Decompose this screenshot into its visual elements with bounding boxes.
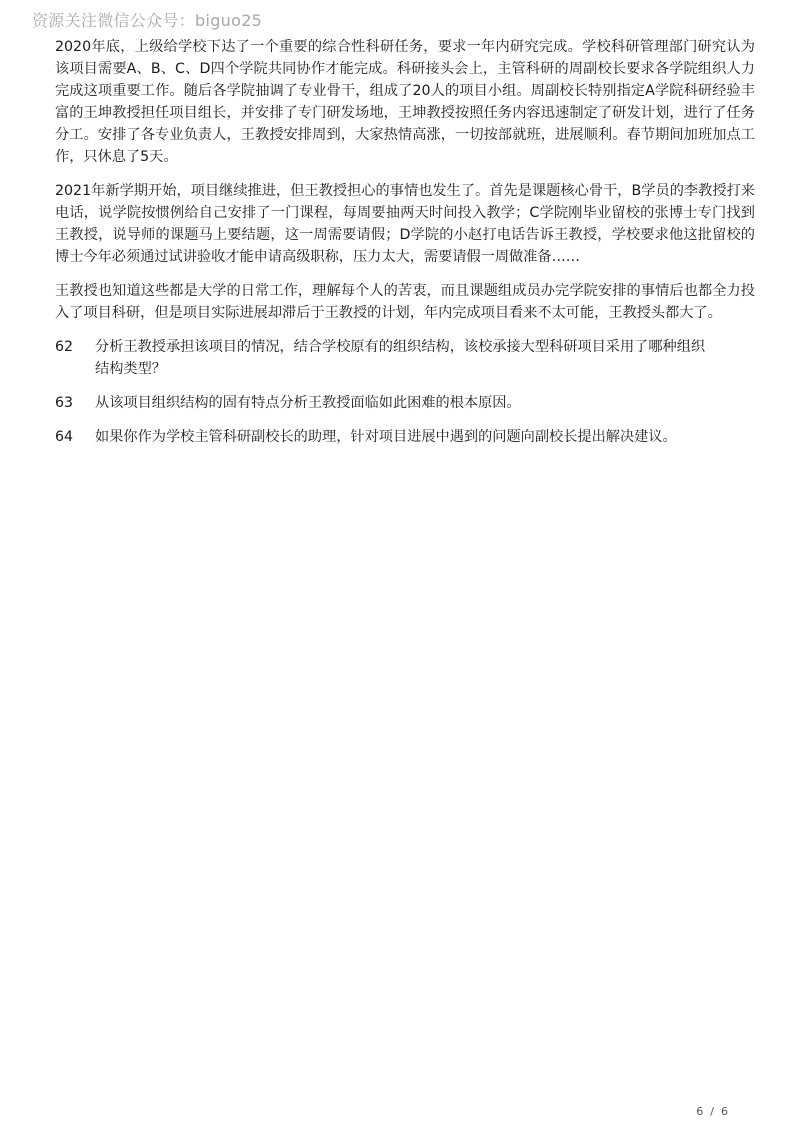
question-number: 63	[55, 395, 74, 411]
case-paragraph-1: 2020年底，上级给学校下达了一个重要的综合性科研任务，要求一年内研究完成。学校科研管理部门研究认为该项目需要A、B、C、D四个学院共同协作才能完成。科研接头会上，主管科研的周副校长要求各学院组织人力完成这项重要工作。随后各学院抽调了专业骨干，组成了20人的项目小组。周副校长特别指定A学院科研经验丰富的王坤教授担任项目组长，并安排了专门研发场地，王坤教授按照任务内容迅速制定了研发计划，进行了任务分工。安排了各专业负责人，王教授安排周到，大家热情高涨，一切按部就班，进展顺利。春节期间加班加点工作，只休息了5天。	[55, 39, 755, 165]
question-63	[55, 392, 755, 414]
question-text: 分析王教授承担该项目的情况，结合学校原有的组织结构，该校承接大型科研项目采用了哪种组织结构类型？	[95, 339, 706, 377]
document-body	[55, 36, 755, 460]
question-number: 62	[55, 339, 74, 355]
page-number: 6 / 6	[696, 1105, 728, 1118]
question-64	[55, 426, 755, 448]
question-number: 64	[55, 429, 74, 445]
case-paragraph-3: 王教授也知道这些都是大学的日常工作，理解每个人的苦衷，而且课题组成员办完学院安排的事情后也都全力投入了项目科研，但是项目实际进展却滞后于王教授的计划，年内完成项目看来不太可能，王教授头都大了。	[55, 283, 755, 321]
case-paragraph-2: 2021年新学期开始，项目继续推进，但王教授担心的事情也发生了。首先是课题核心骨干，B学员的李教授打来电话，说学院按惯例给自己安排了一门课程，每周要抽两天时间投入教学；C学院刚毕业留校的张博士专门找到王教授，说导师的课题马上要结题，这一周需要请假；D学院的小赵打电话告诉王教授，学校要求他这批留校的博士今年必须通过试讲验收才能申请高级职称，压力太大，需要请假一周做准备……	[55, 183, 755, 265]
question-62	[55, 336, 755, 380]
question-text: 从该项目组织结构的固有特点分析王教授面临如此困难的根本原因。	[95, 395, 521, 411]
question-text: 如果你作为学校主管科研副校长的助理，针对项目进展中遇到的问题向副校长提出解决建议。	[95, 429, 677, 445]
watermark: 资源关注微信公众号：biguo25	[32, 11, 263, 30]
